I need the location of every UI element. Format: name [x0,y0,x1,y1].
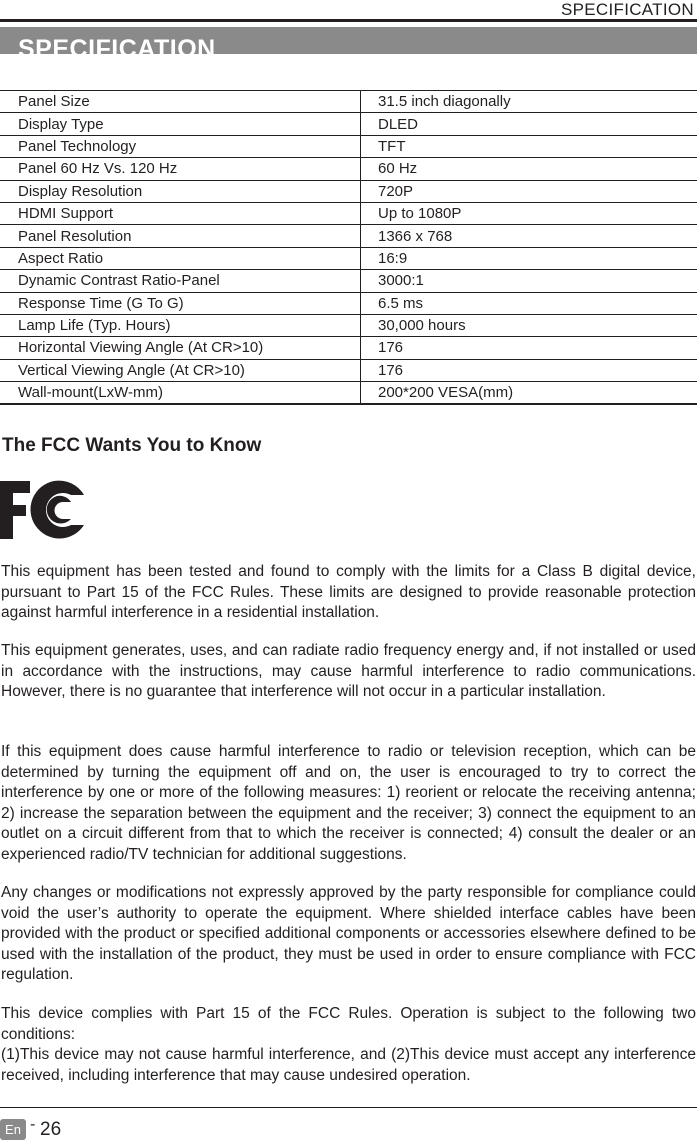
spec-label: Lamp Life (Typ. Hours) [0,314,361,336]
spec-row [0,337,697,359]
spec-row [0,91,697,113]
spec-label: Aspect Ratio [0,247,361,269]
spec-row [0,158,697,180]
language-badge: En [0,1119,26,1140]
spec-label: Horizontal Viewing Angle (At CR>10) [0,337,361,359]
fcc-conditions [1,1004,696,1086]
fcc-paragraph: Any changes or modifications not expressly approved by the party responsible for compliance could void the user’s authority to operate the equipment. Where shielded interface cables have been provided with the product or specified additional components or accessories elsewhere defined to be used with the installation of the product, they must be used in order to ensure compliance with FCC regulation. [1,884,696,983]
fcc-paragraph: If this equipment does cause harmful interference to radio or television reception, which can be determined by turning the equipment off and on, the user is encouraged to try to correct the interference by one or more of the following measures: 1) reorient or relocate the receiving antenna; 2) increase the separation between the equipment and the receiver; 3) connect the equipment to an outlet on a circuit different from that to which the receiver is connected; 4) consult the dealer or an experienced radio/TV technician for additional suggestions. [1,743,696,863]
spec-value: TFT [361,135,697,157]
fcc-heading: The FCC Wants You to Know [2,435,262,456]
spec-value: 16:9 [361,247,697,269]
spec-label: Vertical Viewing Angle (At CR>10) [0,359,361,381]
fcc-paragraph: This equipment generates, uses, and can radiate radio frequency energy and, if not installed or used in accordance with the instructions, may cause harmful interference to radio communications. However, there is no guarantee that interference will not occur in a particular installation. [1,642,696,700]
running-header-title: SPECIFICATION [561,0,694,19]
spec-label: Panel 60 Hz Vs. 120 Hz [0,158,361,180]
footer-rule [0,1107,697,1108]
fcc-paragraph: (1)This device may not cause harmful interference, and (2)This device must accept any interference received, including interference that may cause undesired operation. [1,1046,696,1084]
spec-row [0,382,697,405]
spec-value: 3000:1 [361,270,697,292]
footer-separator: - [30,1116,36,1133]
fcc-paragraph: This device complies with Part 15 of the FCC Rules. Operation is subject to the following two conditions: [1,1005,696,1043]
spec-label: HDMI Support [0,202,361,224]
spec-value: 176 [361,359,697,381]
page-number: 26 [40,1119,62,1140]
spec-label: Panel Resolution [0,225,361,247]
spec-value: 31.5 inch diagonally [361,91,697,113]
header-rule [0,19,697,22]
fcc-logo [0,479,84,541]
spec-value: DLED [361,113,697,135]
section-title: SPECIFICATION [18,35,216,63]
spec-row [0,359,697,381]
spec-label: Display Type [0,113,361,135]
spec-row [0,180,697,202]
fcc-paragraph: This equipment has been tested and found to comply with the limits for a Class B digital device, pursuant to Part 15 of the FCC Rules. These limits are designed to provide reasonable protection against harmful interference in a residential installation. [1,563,696,621]
spec-value: 30,000 hours [361,314,697,336]
spec-label: Display Resolution [0,180,361,202]
spec-label: Wall-mount(LxW-mm) [0,382,361,405]
spec-value: 1366 x 768 [361,225,697,247]
spec-value: 720P [361,180,697,202]
spec-value: 6.5 ms [361,292,697,314]
spec-row [0,314,697,336]
section-banner [0,27,697,63]
spec-value: Up to 1080P [361,202,697,224]
spec-label: Panel Technology [0,135,361,157]
spec-label: Panel Size [0,91,361,113]
spec-row [0,270,697,292]
spec-row [0,247,697,269]
specification-table [0,90,697,405]
spec-row [0,292,697,314]
spec-row [0,113,697,135]
spec-label: Dynamic Contrast Ratio-Panel [0,270,361,292]
spec-value: 200*200 VESA(mm) [361,382,697,405]
spec-row [0,135,697,157]
spec-row [0,225,697,247]
spec-value: 60 Hz [361,158,697,180]
spec-label: Response Time (G To G) [0,292,361,314]
spec-row [0,202,697,224]
spec-value: 176 [361,337,697,359]
